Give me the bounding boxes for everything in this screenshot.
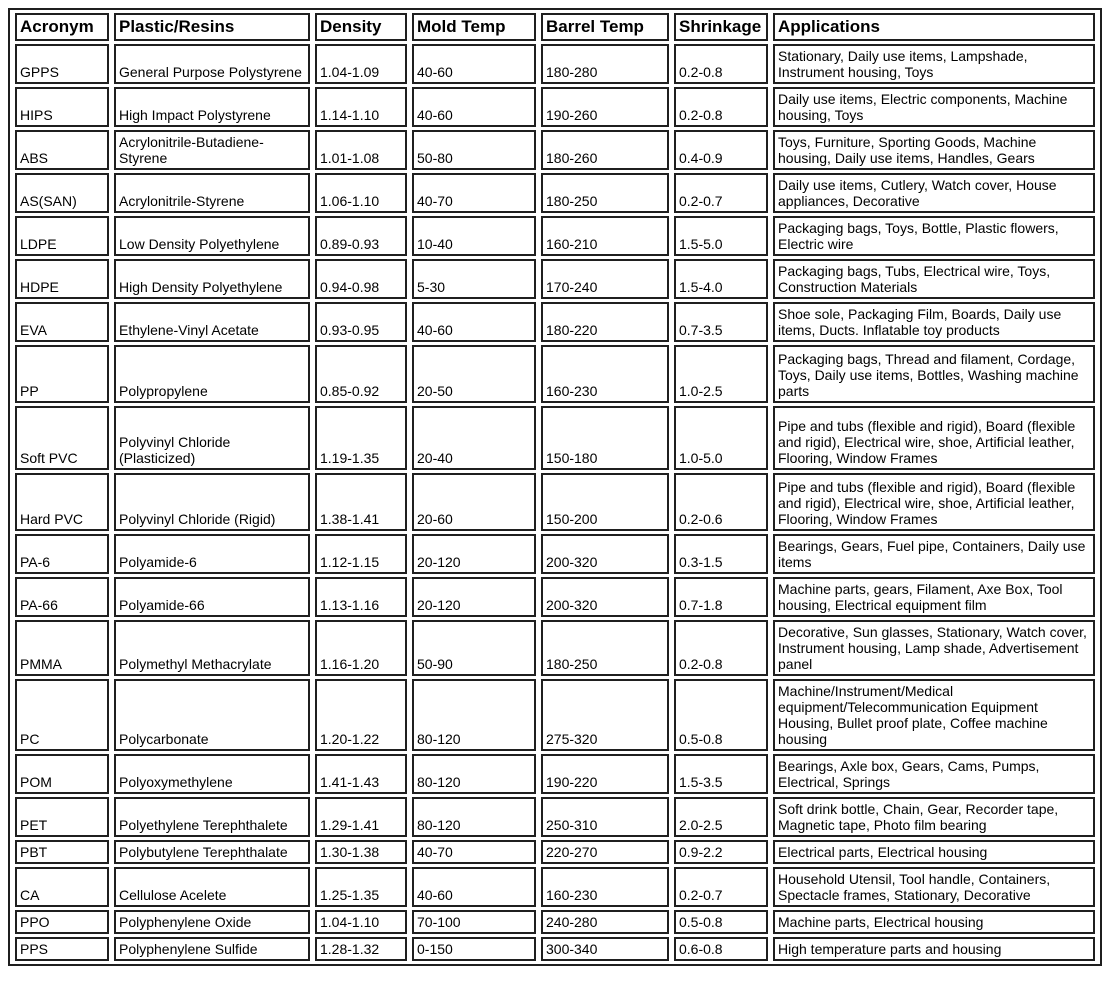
cell-mold-temp: 70-100 [412, 910, 536, 934]
cell-applications: Electrical parts, Electrical housing [773, 840, 1095, 864]
cell-applications: Packaging bags, Tubs, Electrical wire, Toys, Construction Materials [773, 259, 1095, 299]
cell-barrel-temp: 200-320 [541, 534, 669, 574]
table-row [15, 577, 1095, 617]
cell-resin-name: Polyphenylene Sulfide [114, 937, 310, 961]
cell-applications: Shoe sole, Packaging Film, Boards, Daily use items, Ducts. Inflatable toy products [773, 302, 1095, 342]
cell-barrel-temp: 150-180 [541, 406, 669, 470]
cell-applications: High temperature parts and housing [773, 937, 1095, 961]
cell-density: 1.38-1.41 [315, 473, 407, 531]
cell-barrel-temp: 180-260 [541, 130, 669, 170]
cell-acronym: LDPE [15, 216, 109, 256]
cell-mold-temp: 40-70 [412, 840, 536, 864]
table-row [15, 173, 1095, 213]
cell-shrinkage: 0.2-0.7 [674, 867, 768, 907]
cell-barrel-temp: 190-220 [541, 754, 669, 794]
cell-density: 1.28-1.32 [315, 937, 407, 961]
cell-resin-name: Polycarbonate [114, 679, 310, 751]
cell-barrel-temp: 300-340 [541, 937, 669, 961]
cell-acronym: Hard PVC [15, 473, 109, 531]
cell-applications: Machine/Instrument/Medical equipment/Telecommunication Equipment Housing, Bullet proof plate, Coffee machine housing [773, 679, 1095, 751]
table-row [15, 302, 1095, 342]
cell-acronym: Soft PVC [15, 406, 109, 470]
cell-density: 1.01-1.08 [315, 130, 407, 170]
cell-resin-name: General Purpose Polystyrene [114, 44, 310, 84]
cell-resin-name: Polypropylene [114, 345, 310, 403]
table-row [15, 406, 1095, 470]
cell-mold-temp: 5-30 [412, 259, 536, 299]
column-header-plastic-resins: Plastic/Resins [114, 13, 310, 41]
cell-applications: Machine parts, Electrical housing [773, 910, 1095, 934]
cell-applications: Decorative, Sun glasses, Stationary, Watch cover, Instrument housing, Lamp shade, Advertisement panel [773, 620, 1095, 676]
cell-applications: Packaging bags, Thread and filament, Cordage, Toys, Daily use items, Bottles, Washing machine parts [773, 345, 1095, 403]
cell-barrel-temp: 180-220 [541, 302, 669, 342]
cell-acronym: AS(SAN) [15, 173, 109, 213]
cell-barrel-temp: 160-230 [541, 345, 669, 403]
cell-mold-temp: 40-70 [412, 173, 536, 213]
cell-resin-name: Acrylonitrile-Butadiene-Styrene [114, 130, 310, 170]
cell-shrinkage: 0.6-0.8 [674, 937, 768, 961]
cell-barrel-temp: 150-200 [541, 473, 669, 531]
cell-barrel-temp: 275-320 [541, 679, 669, 751]
cell-density: 0.89-0.93 [315, 216, 407, 256]
cell-mold-temp: 80-120 [412, 679, 536, 751]
cell-acronym: HDPE [15, 259, 109, 299]
cell-applications: Machine parts, gears, Filament, Axe Box, Tool housing, Electrical equipment film [773, 577, 1095, 617]
cell-acronym: PET [15, 797, 109, 837]
cell-shrinkage: 0.2-0.8 [674, 44, 768, 84]
cell-barrel-temp: 200-320 [541, 577, 669, 617]
cell-mold-temp: 50-90 [412, 620, 536, 676]
cell-applications: Bearings, Gears, Fuel pipe, Containers, Daily use items [773, 534, 1095, 574]
cell-mold-temp: 40-60 [412, 867, 536, 907]
cell-barrel-temp: 190-260 [541, 87, 669, 127]
table-row [15, 473, 1095, 531]
cell-acronym: GPPS [15, 44, 109, 84]
cell-mold-temp: 80-120 [412, 754, 536, 794]
cell-mold-temp: 80-120 [412, 797, 536, 837]
cell-density: 1.41-1.43 [315, 754, 407, 794]
table-row [15, 840, 1095, 864]
cell-acronym: PMMA [15, 620, 109, 676]
cell-acronym: PC [15, 679, 109, 751]
cell-resin-name: Low Density Polyethylene [114, 216, 310, 256]
cell-resin-name: High Density Polyethylene [114, 259, 310, 299]
cell-mold-temp: 40-60 [412, 302, 536, 342]
cell-resin-name: Ethylene-Vinyl Acetate [114, 302, 310, 342]
cell-barrel-temp: 160-230 [541, 867, 669, 907]
cell-mold-temp: 20-120 [412, 534, 536, 574]
cell-acronym: ABS [15, 130, 109, 170]
cell-shrinkage: 0.7-3.5 [674, 302, 768, 342]
cell-density: 1.13-1.16 [315, 577, 407, 617]
cell-resin-name: High Impact Polystyrene [114, 87, 310, 127]
cell-density: 1.04-1.10 [315, 910, 407, 934]
cell-applications: Packaging bags, Toys, Bottle, Plastic flowers, Electric wire [773, 216, 1095, 256]
table-row [15, 867, 1095, 907]
cell-applications: Soft drink bottle, Chain, Gear, Recorder tape, Magnetic tape, Photo film bearing [773, 797, 1095, 837]
cell-barrel-temp: 180-280 [541, 44, 669, 84]
cell-density: 1.06-1.10 [315, 173, 407, 213]
cell-mold-temp: 40-60 [412, 44, 536, 84]
cell-barrel-temp: 220-270 [541, 840, 669, 864]
cell-shrinkage: 0.5-0.8 [674, 910, 768, 934]
table-row [15, 679, 1095, 751]
table-row [15, 345, 1095, 403]
cell-shrinkage: 1.0-2.5 [674, 345, 768, 403]
cell-density: 1.04-1.09 [315, 44, 407, 84]
cell-resin-name: Cellulose Acelete [114, 867, 310, 907]
cell-applications: Daily use items, Electric components, Machine housing, Toys [773, 87, 1095, 127]
cell-density: 0.93-0.95 [315, 302, 407, 342]
table-row [15, 754, 1095, 794]
cell-shrinkage: 0.2-0.8 [674, 87, 768, 127]
cell-mold-temp: 40-60 [412, 87, 536, 127]
cell-shrinkage: 0.2-0.7 [674, 173, 768, 213]
cell-shrinkage: 0.5-0.8 [674, 679, 768, 751]
cell-mold-temp: 20-40 [412, 406, 536, 470]
cell-mold-temp: 20-120 [412, 577, 536, 617]
cell-resin-name: Polybutylene Terephthalate [114, 840, 310, 864]
cell-density: 1.20-1.22 [315, 679, 407, 751]
cell-resin-name: Polyamide-66 [114, 577, 310, 617]
cell-applications: Pipe and tubs (flexible and rigid), Board (flexible and rigid), Electrical wire, shoe, Artificial leather, Flooring, Window Frames [773, 473, 1095, 531]
cell-acronym: PBT [15, 840, 109, 864]
cell-applications: Daily use items, Cutlery, Watch cover, House appliances, Decorative [773, 173, 1095, 213]
cell-shrinkage: 1.5-5.0 [674, 216, 768, 256]
header-row [15, 13, 1095, 41]
cell-resin-name: Polyphenylene Oxide [114, 910, 310, 934]
table-row [15, 910, 1095, 934]
cell-acronym: EVA [15, 302, 109, 342]
table-row [15, 87, 1095, 127]
cell-shrinkage: 0.3-1.5 [674, 534, 768, 574]
table-row [15, 797, 1095, 837]
table-body [15, 44, 1095, 961]
cell-mold-temp: 20-50 [412, 345, 536, 403]
cell-barrel-temp: 170-240 [541, 259, 669, 299]
cell-density: 1.14-1.10 [315, 87, 407, 127]
column-header-barrel-temp: Barrel Temp [541, 13, 669, 41]
cell-density: 1.30-1.38 [315, 840, 407, 864]
cell-resin-name: Polyamide-6 [114, 534, 310, 574]
cell-resin-name: Acrylonitrile-Styrene [114, 173, 310, 213]
column-header-acronym: Acronym [15, 13, 109, 41]
cell-density: 1.19-1.35 [315, 406, 407, 470]
column-header-shrinkage: Shrinkage [674, 13, 768, 41]
cell-acronym: HIPS [15, 87, 109, 127]
cell-barrel-temp: 240-280 [541, 910, 669, 934]
cell-acronym: POM [15, 754, 109, 794]
cell-applications: Pipe and tubs (flexible and rigid), Board (flexible and rigid), Electrical wire, shoe, Artificial leather, Flooring, Window Frames [773, 406, 1095, 470]
cell-acronym: PA-6 [15, 534, 109, 574]
cell-shrinkage: 2.0-2.5 [674, 797, 768, 837]
cell-acronym: PPO [15, 910, 109, 934]
cell-mold-temp: 20-60 [412, 473, 536, 531]
cell-applications: Household Utensil, Tool handle, Containers, Spectacle frames, Stationary, Decorative [773, 867, 1095, 907]
column-header-applications: Applications [773, 13, 1095, 41]
cell-barrel-temp: 250-310 [541, 797, 669, 837]
cell-density: 1.25-1.35 [315, 867, 407, 907]
cell-density: 1.29-1.41 [315, 797, 407, 837]
table-row [15, 259, 1095, 299]
cell-applications: Bearings, Axle box, Gears, Cams, Pumps, Electrical, Springs [773, 754, 1095, 794]
table-row [15, 534, 1095, 574]
table-row [15, 216, 1095, 256]
plastics-resins-table [8, 8, 1102, 966]
cell-shrinkage: 0.2-0.6 [674, 473, 768, 531]
table-row [15, 44, 1095, 84]
cell-shrinkage: 0.9-2.2 [674, 840, 768, 864]
cell-shrinkage: 1.0-5.0 [674, 406, 768, 470]
cell-resin-name: Polymethyl Methacrylate [114, 620, 310, 676]
cell-acronym: PP [15, 345, 109, 403]
cell-shrinkage: 0.7-1.8 [674, 577, 768, 617]
cell-barrel-temp: 180-250 [541, 173, 669, 213]
column-header-mold-temp: Mold Temp [412, 13, 536, 41]
table-row [15, 620, 1095, 676]
cell-mold-temp: 10-40 [412, 216, 536, 256]
cell-acronym: CA [15, 867, 109, 907]
cell-resin-name: Polyvinyl Chloride (Plasticized) [114, 406, 310, 470]
cell-shrinkage: 0.2-0.8 [674, 620, 768, 676]
cell-shrinkage: 1.5-4.0 [674, 259, 768, 299]
cell-resin-name: Polyethylene Terephthalete [114, 797, 310, 837]
table-row [15, 130, 1095, 170]
cell-mold-temp: 50-80 [412, 130, 536, 170]
table-header [15, 13, 1095, 41]
cell-resin-name: Polyoxymethylene [114, 754, 310, 794]
cell-density: 0.94-0.98 [315, 259, 407, 299]
cell-density: 1.16-1.20 [315, 620, 407, 676]
cell-acronym: PPS [15, 937, 109, 961]
cell-barrel-temp: 160-210 [541, 216, 669, 256]
cell-barrel-temp: 180-250 [541, 620, 669, 676]
table-row [15, 937, 1095, 961]
cell-shrinkage: 1.5-3.5 [674, 754, 768, 794]
cell-mold-temp: 0-150 [412, 937, 536, 961]
cell-resin-name: Polyvinyl Chloride (Rigid) [114, 473, 310, 531]
cell-applications: Stationary, Daily use items, Lampshade, Instrument housing, Toys [773, 44, 1095, 84]
column-header-density: Density [315, 13, 407, 41]
cell-shrinkage: 0.4-0.9 [674, 130, 768, 170]
cell-applications: Toys, Furniture, Sporting Goods, Machine housing, Daily use items, Handles, Gears [773, 130, 1095, 170]
cell-density: 1.12-1.15 [315, 534, 407, 574]
cell-acronym: PA-66 [15, 577, 109, 617]
cell-density: 0.85-0.92 [315, 345, 407, 403]
